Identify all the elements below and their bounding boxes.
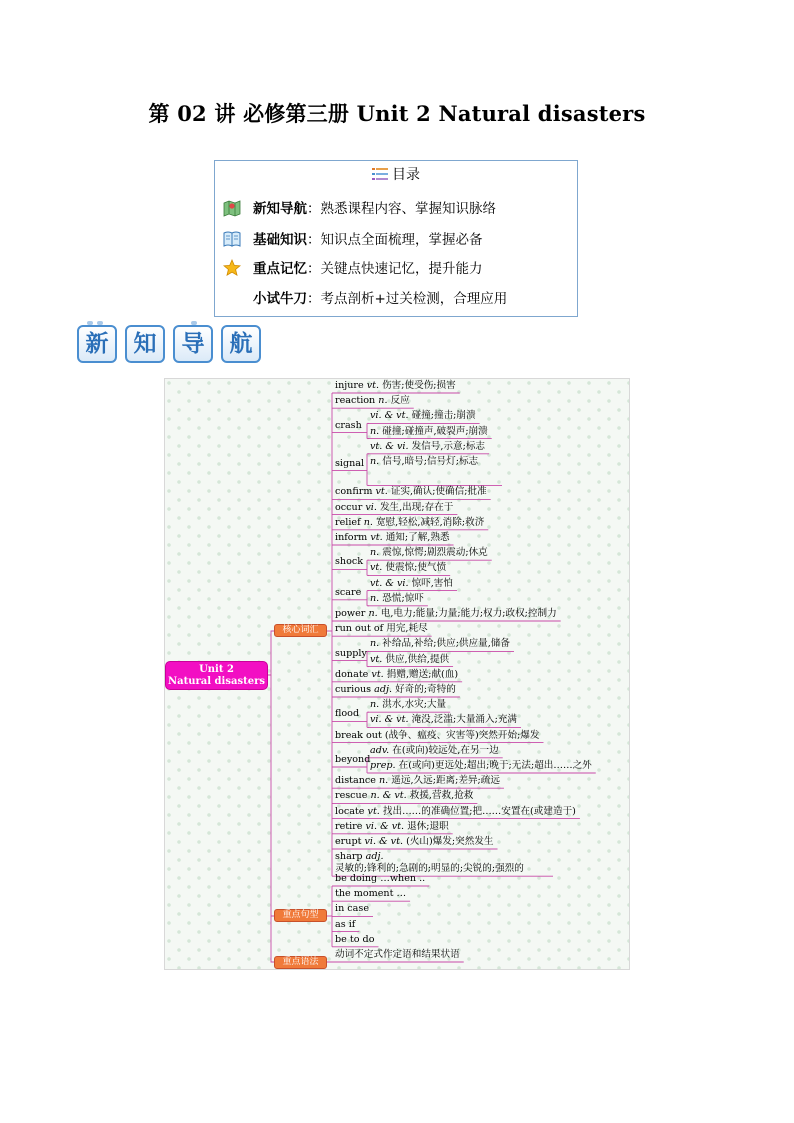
node-word: signal (335, 457, 365, 469)
toc-item-key-memory[interactable] (223, 257, 483, 277)
vocab-sub-entry[interactable] (370, 578, 453, 590)
node-pos: n. (370, 592, 383, 604)
vocab-entry[interactable] (335, 380, 456, 392)
vocab-entry[interactable] (335, 395, 410, 407)
vocab-sub-entry[interactable] (370, 760, 592, 772)
vocab-sub-entry[interactable] (370, 426, 488, 438)
vocab-sub-entry[interactable] (370, 547, 488, 559)
vocab-entry[interactable] (335, 684, 456, 696)
node-word: scare (335, 586, 362, 598)
node-meaning: 好奇的;奇特的 (395, 684, 456, 695)
node-word: confirm (335, 486, 376, 498)
node-word: run out of (335, 623, 387, 635)
node-pos: n. (370, 699, 383, 711)
node-pos: n. (370, 547, 383, 559)
branch-key-sentences[interactable]: 重点句型 (274, 909, 327, 922)
vocab-sub-entry[interactable] (370, 714, 517, 726)
sentence-pattern[interactable] (335, 919, 355, 931)
node-word: injure (335, 380, 367, 391)
toc-item-label: 小试牛刀 (253, 291, 307, 307)
sentence-pattern[interactable] (335, 888, 406, 900)
node-meaning: (战争、瘟疫、灾害等)突然开始;爆发 (384, 729, 540, 741)
vocab-entry[interactable] (335, 608, 557, 620)
toc-item-basics[interactable] (223, 228, 483, 248)
node-pos: n. (370, 638, 383, 650)
vocab-entry[interactable] (335, 821, 449, 833)
vocab-entry[interactable] (335, 790, 473, 802)
toc-item-desc: ：熟悉课程内容、掌握知识脉络 (307, 201, 496, 217)
vocab-sub-entry[interactable] (370, 562, 446, 574)
node-meaning: 遥远,久远;距离;差异;疏远 (391, 775, 500, 787)
node-meaning: 供应,供给,提供 (385, 653, 450, 665)
vocab-entry[interactable] (335, 708, 359, 720)
vocab-entry[interactable] (335, 648, 367, 660)
node-word: beyond (335, 754, 371, 765)
vocab-entry[interactable] (335, 420, 362, 432)
star-icon (223, 259, 241, 277)
node-meaning: 反应 (390, 395, 410, 407)
node-pos: vi. (365, 501, 380, 513)
toc-item-desc: ：关键点快速记忆，提升能力 (307, 261, 483, 277)
node-meaning: 退休;退职 (407, 820, 449, 832)
node-meaning: 发信号,示意;标志 (411, 440, 486, 452)
vocab-entry[interactable] (335, 502, 453, 514)
branch-core-vocabulary[interactable]: 核心词汇 (274, 624, 327, 637)
node-pos: n. (378, 395, 391, 407)
vocab-sub-entry[interactable] (370, 410, 476, 422)
node-word: curious (335, 684, 375, 695)
vocab-entry[interactable] (335, 556, 363, 568)
vocab-entry[interactable] (335, 754, 370, 766)
vocab-entry[interactable] (335, 587, 361, 599)
vocab-entry[interactable] (335, 532, 450, 544)
node-word: shock (335, 556, 364, 568)
node-pos: vt. (370, 653, 386, 665)
vocab-entry[interactable] (335, 851, 384, 863)
node-pos: vt. (370, 532, 386, 543)
node-meaning: 碰撞;撞击;崩溃 (411, 410, 476, 422)
node-word: crash (335, 419, 362, 431)
node-pos: adj. (374, 684, 396, 695)
node-pos: vi. & vt. (370, 410, 412, 422)
vocab-entry[interactable] (335, 517, 484, 529)
node-pos: adj. (365, 851, 384, 863)
node-meaning: 碰撞;碰撞声,破裂声;崩溃 (382, 425, 488, 437)
connector-line (268, 631, 274, 675)
node-meaning: 电,电力;能量;力量;能力;权力;政权;控制力 (380, 608, 557, 619)
node-word: power (335, 608, 369, 619)
node-word: donate (335, 668, 372, 680)
vocab-entry[interactable] (335, 836, 494, 848)
book-icon (223, 230, 241, 248)
node-word: flood (335, 708, 360, 720)
node-meaning: 在(或向)更远处;超出;晚于;无法;超出……之外 (398, 760, 592, 771)
sentence-pattern[interactable] (335, 934, 374, 946)
node-pos: vi. & vt. (365, 820, 408, 832)
node-word: be to do (335, 933, 375, 945)
toc-heading (215, 164, 577, 184)
node-word: supply (335, 647, 367, 659)
node-meaning: (火山)爆发;突然发生 (406, 836, 494, 847)
node-meaning: 伤害;使受伤;损害 (382, 380, 456, 391)
vocab-sub-entry[interactable] (370, 745, 499, 757)
node-pos: vt. (367, 805, 383, 817)
badge-char: 知 (125, 325, 165, 363)
node-word: relief (335, 516, 364, 528)
mind-map (164, 378, 630, 970)
vocab-sub-entry[interactable] (370, 456, 498, 468)
badge-char: 航 (221, 325, 261, 363)
grammar-point[interactable] (335, 949, 460, 961)
node-pos: vi. & vt. (370, 714, 412, 726)
vocab-sub-entry[interactable] (370, 441, 485, 453)
map-icon (223, 199, 241, 217)
node-pos: n. (370, 456, 383, 467)
node-pos: vt. & vi. (370, 440, 412, 452)
node-meaning: 淹没,泛滥;大量涌入;充满 (411, 714, 518, 726)
vocab-sub-entry[interactable] (370, 593, 424, 605)
sentence-pattern[interactable] (335, 873, 425, 885)
node-meaning: 使震惊;使气愤 (385, 562, 447, 574)
toc-item-label: 基础知识 (253, 232, 307, 248)
node-word: rescue (335, 790, 371, 802)
node-word: locate (335, 805, 368, 817)
node-pos: vt. (370, 562, 386, 574)
node-word: in case (335, 903, 369, 915)
node-word: erupt (335, 836, 365, 847)
node-pos: vt. (375, 486, 391, 498)
toc-item-navigation[interactable] (223, 197, 496, 217)
node-word: inform (335, 532, 371, 543)
table-of-contents (214, 160, 578, 317)
toc-item-label: 重点记忆 (253, 261, 307, 277)
node-meaning: 震惊,惊愕;剧烈震动;休克 (382, 547, 488, 559)
node-pos: vt. (371, 668, 387, 680)
toc-item-label: 新知导航 (253, 201, 307, 217)
node-meaning: 信号,暗号;信号灯;标志 (382, 456, 479, 467)
vocab-entry[interactable] (335, 730, 539, 742)
vocab-sub-entry[interactable] (370, 699, 446, 711)
node-pos: vt. & vi. (370, 577, 412, 589)
node-word: sharp (335, 851, 366, 863)
connector-line (271, 916, 274, 962)
node-meaning: 发生,出现;存在于 (379, 501, 454, 513)
node-pos: n. & vt. (370, 790, 410, 802)
branch-key-grammar[interactable]: 重点语法 (274, 956, 327, 969)
node-meaning: 找出……的准确位置;把……安置在(或建造于) (382, 805, 576, 817)
toc-heading-text: 目录 (392, 167, 420, 183)
vocab-entry[interactable] (335, 806, 576, 818)
node-meaning: 证实,确认;使确信;批准 (390, 486, 487, 498)
node-meaning: 在(或向)较远处,在另一边 (392, 744, 499, 756)
node-meaning: 捐赠,赠送;献(血) (386, 668, 459, 680)
node-word: 动词不定式作定语和结果状语 (335, 949, 460, 960)
sentence-pattern[interactable] (335, 903, 369, 915)
badge-char: 导 (173, 325, 213, 363)
mind-map-root[interactable]: Unit 2 Natural disasters (165, 661, 268, 690)
toc-item-desc: ：考点剖析+过关检测，合理应用 (307, 291, 508, 307)
node-word: as if (335, 918, 356, 930)
node-pos: n. (363, 516, 376, 528)
node-pos: vt. (366, 380, 383, 391)
node-meaning: 惊吓,害怕 (411, 577, 453, 589)
node-pos: prep. (370, 760, 399, 771)
node-meaning: 恐慌;惊吓 (382, 592, 424, 604)
vocab-entry[interactable] (335, 669, 458, 681)
vocab-entry[interactable] (335, 458, 364, 470)
node-word: distance (335, 775, 379, 787)
vocab-entry[interactable] (335, 775, 500, 787)
page-title: 第 02 讲 必修第三册 Unit 2 Natural disasters (148, 101, 646, 126)
node-meaning: 救援,营救,抢救 (409, 790, 474, 802)
node-word: occur (335, 501, 366, 513)
connector-line (271, 675, 274, 916)
node-meaning: 宽慰,轻松,减轻,消除;救济 (375, 516, 485, 528)
node-pos: vi. & vt. (364, 836, 407, 847)
node-meaning: 用完,耗尽 (386, 623, 428, 635)
node-meaning: 通知;了解,熟悉 (385, 532, 450, 543)
toc-item-desc: ：知识点全面梳理，掌握必备 (307, 232, 483, 248)
node-pos: n. (368, 608, 381, 619)
vocab-entry[interactable] (335, 623, 428, 635)
vocab-sub-entry[interactable] (370, 638, 510, 650)
node-pos: n. (379, 775, 392, 787)
node-word: reaction (335, 395, 379, 407)
node-meaning: 补给品,补给;供应;供应量,储备 (382, 638, 510, 650)
node-word: retire (335, 820, 366, 832)
node-pos: n. (370, 425, 383, 437)
node-word: the moment … (335, 888, 407, 900)
node-pos: adv. (370, 744, 393, 756)
node-meaning: 灵敏的;锋利的;急剧的;明显的;尖锐的;强烈的 (335, 863, 524, 875)
badge-char: 新 (77, 325, 117, 363)
toc-item-practice[interactable] (253, 287, 507, 307)
node-word: break out (335, 729, 385, 741)
vocab-sub-entry[interactable] (370, 654, 449, 666)
node-word: be doing …when .. (335, 873, 426, 884)
vocab-entry[interactable] (335, 486, 487, 498)
list-icon (372, 168, 388, 180)
node-meaning: 洪水,水灾;大量 (382, 699, 447, 711)
